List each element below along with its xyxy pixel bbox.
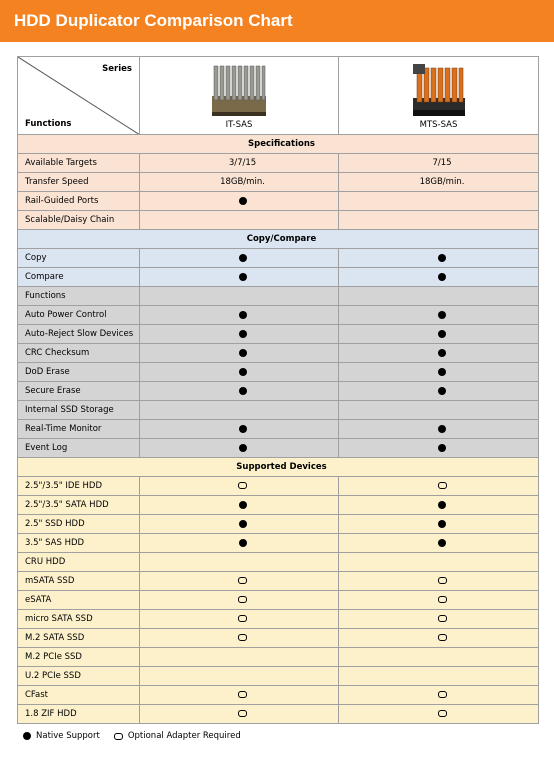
value-cell <box>339 344 539 363</box>
value-cell <box>140 401 339 420</box>
legend <box>23 731 255 741</box>
value-cell <box>339 420 539 439</box>
value-cell <box>339 572 539 591</box>
table-row <box>18 249 539 268</box>
header-corner-cell <box>18 57 140 135</box>
value-cell <box>140 496 339 515</box>
value-cell <box>140 610 339 629</box>
native-support-dot-icon <box>438 444 446 452</box>
table-row <box>18 648 539 667</box>
optional-adapter-ring-icon <box>238 691 247 698</box>
section-header-row <box>18 458 539 477</box>
page-title: HDD Duplicator Comparison Chart <box>0 0 554 42</box>
native-support-dot-icon <box>239 349 247 357</box>
table-row <box>18 382 539 401</box>
value-cell <box>140 686 339 705</box>
value-cell <box>140 534 339 553</box>
row-label: M.2 SATA SSD <box>18 629 140 648</box>
table-row <box>18 211 539 230</box>
value-cell <box>140 325 339 344</box>
table-row <box>18 325 539 344</box>
row-label: 2.5"/3.5" IDE HDD <box>18 477 140 496</box>
table-row <box>18 705 539 724</box>
legend-adapter-label: Optional Adapter Required <box>127 731 241 741</box>
row-label: Auto-Reject Slow Devices <box>18 325 140 344</box>
value-cell <box>140 667 339 686</box>
table-row <box>18 629 539 648</box>
product-name: MTS-SAS <box>419 120 458 130</box>
row-label: Compare <box>18 268 140 287</box>
value-cell: 3/7/15 <box>140 154 339 173</box>
optional-adapter-ring-icon <box>238 634 247 641</box>
row-label: Event Log <box>18 439 140 458</box>
value-cell <box>140 287 339 306</box>
row-label: CRU HDD <box>18 553 140 572</box>
native-support-dot-icon <box>239 330 247 338</box>
table-row <box>18 477 539 496</box>
row-label: Functions <box>18 287 140 306</box>
value-cell <box>339 629 539 648</box>
native-support-dot-icon <box>438 311 446 319</box>
native-support-dot-icon <box>438 368 446 376</box>
row-label: Secure Erase <box>18 382 140 401</box>
row-label: 1.8 ZIF HDD <box>18 705 140 724</box>
optional-adapter-ring-icon <box>438 577 447 584</box>
table-row <box>18 686 539 705</box>
table-row <box>18 496 539 515</box>
table-row <box>18 420 539 439</box>
value-cell <box>339 515 539 534</box>
value-cell <box>339 211 539 230</box>
optional-adapter-ring-icon <box>438 482 447 489</box>
native-support-dot-icon <box>239 197 247 205</box>
native-support-dot-icon <box>239 539 247 547</box>
value-cell <box>339 192 539 211</box>
optional-adapter-ring-icon <box>438 710 447 717</box>
value-cell <box>140 249 339 268</box>
native-support-dot-icon <box>239 273 247 281</box>
native-support-dot-icon <box>438 501 446 509</box>
value-cell <box>140 192 339 211</box>
value-cell <box>339 287 539 306</box>
table-row <box>18 401 539 420</box>
value-cell <box>339 382 539 401</box>
value-cell <box>339 477 539 496</box>
value-cell <box>339 325 539 344</box>
row-label: CRC Checksum <box>18 344 140 363</box>
value-cell <box>339 268 539 287</box>
it-sas-duplicator-image <box>210 62 268 118</box>
row-label: eSATA <box>18 591 140 610</box>
optional-adapter-ring-icon <box>238 596 247 603</box>
table-row <box>18 287 539 306</box>
native-support-dot-icon <box>438 330 446 338</box>
value-cell <box>140 553 339 572</box>
row-label: M.2 PCIe SSD <box>18 648 140 667</box>
open-ring-icon <box>114 733 123 740</box>
row-label: Auto Power Control <box>18 306 140 325</box>
product-column-it-sas <box>140 57 339 135</box>
native-support-dot-icon <box>438 387 446 395</box>
value-cell <box>339 363 539 382</box>
value-cell: 18GB/min. <box>339 173 539 192</box>
value-cell <box>140 572 339 591</box>
table-row <box>18 572 539 591</box>
native-support-dot-icon <box>239 311 247 319</box>
section-title: Specifications <box>18 135 539 154</box>
row-label: Rail-Guided Ports <box>18 192 140 211</box>
table-row <box>18 173 539 192</box>
value-cell: 18GB/min. <box>140 173 339 192</box>
table-row <box>18 515 539 534</box>
row-label: Transfer Speed <box>18 173 140 192</box>
value-cell <box>339 648 539 667</box>
value-cell <box>140 344 339 363</box>
header-row <box>18 57 539 135</box>
value-cell <box>339 439 539 458</box>
value-cell <box>140 439 339 458</box>
value-cell <box>339 705 539 724</box>
value-cell <box>339 249 539 268</box>
value-cell <box>140 648 339 667</box>
functions-label: Functions <box>25 119 72 129</box>
value-cell <box>339 553 539 572</box>
table-row <box>18 344 539 363</box>
native-support-dot-icon <box>239 387 247 395</box>
value-cell <box>339 686 539 705</box>
row-label: 2.5"/3.5" SATA HDD <box>18 496 140 515</box>
value-cell: 7/15 <box>339 154 539 173</box>
value-cell <box>140 705 339 724</box>
native-support-dot-icon <box>239 444 247 452</box>
row-label: Available Targets <box>18 154 140 173</box>
value-cell <box>339 496 539 515</box>
value-cell <box>339 667 539 686</box>
native-support-dot-icon <box>438 254 446 262</box>
native-support-dot-icon <box>239 254 247 262</box>
value-cell <box>339 610 539 629</box>
optional-adapter-ring-icon <box>438 691 447 698</box>
native-support-dot-icon <box>438 539 446 547</box>
value-cell <box>140 268 339 287</box>
row-label: micro SATA SSD <box>18 610 140 629</box>
native-support-dot-icon <box>239 520 247 528</box>
value-cell <box>140 629 339 648</box>
table-row <box>18 306 539 325</box>
optional-adapter-ring-icon <box>238 482 247 489</box>
comparison-table <box>17 56 539 724</box>
value-cell <box>140 477 339 496</box>
native-support-dot-icon <box>239 425 247 433</box>
native-support-dot-icon <box>239 368 247 376</box>
table-row <box>18 268 539 287</box>
value-cell <box>140 363 339 382</box>
row-label: mSATA SSD <box>18 572 140 591</box>
value-cell <box>140 591 339 610</box>
optional-adapter-ring-icon <box>238 577 247 584</box>
row-label: CFast <box>18 686 140 705</box>
optional-adapter-ring-icon <box>238 615 247 622</box>
section-title: Copy/Compare <box>18 230 539 249</box>
mts-sas-duplicator-image <box>411 62 467 118</box>
value-cell <box>339 534 539 553</box>
value-cell <box>140 211 339 230</box>
value-cell <box>140 515 339 534</box>
value-cell <box>140 306 339 325</box>
value-cell <box>339 401 539 420</box>
section-header-row <box>18 135 539 154</box>
native-support-dot-icon <box>438 520 446 528</box>
row-label: Copy <box>18 249 140 268</box>
native-support-dot-icon <box>438 273 446 281</box>
row-label: DoD Erase <box>18 363 140 382</box>
table-row <box>18 610 539 629</box>
native-support-dot-icon <box>438 425 446 433</box>
product-name: IT-SAS <box>225 120 253 130</box>
legend-native <box>23 731 100 741</box>
table-row <box>18 154 539 173</box>
section-header-row <box>18 230 539 249</box>
table-row <box>18 553 539 572</box>
product-column-mts-sas <box>339 57 539 135</box>
row-label: U.2 PCIe SSD <box>18 667 140 686</box>
value-cell <box>339 306 539 325</box>
optional-adapter-ring-icon <box>438 596 447 603</box>
optional-adapter-ring-icon <box>438 615 447 622</box>
legend-adapter <box>114 731 241 741</box>
optional-adapter-ring-icon <box>238 710 247 717</box>
filled-dot-icon <box>23 732 31 740</box>
value-cell <box>140 420 339 439</box>
table-row <box>18 534 539 553</box>
value-cell <box>339 591 539 610</box>
native-support-dot-icon <box>239 501 247 509</box>
row-label: Internal SSD Storage <box>18 401 140 420</box>
row-label: Real-Time Monitor <box>18 420 140 439</box>
row-label: 2.5" SSD HDD <box>18 515 140 534</box>
table-row <box>18 667 539 686</box>
table-row <box>18 591 539 610</box>
optional-adapter-ring-icon <box>438 634 447 641</box>
table-row <box>18 192 539 211</box>
row-label: 3.5" SAS HDD <box>18 534 140 553</box>
table-row <box>18 363 539 382</box>
series-label: Series <box>102 64 132 74</box>
section-title: Supported Devices <box>18 458 539 477</box>
row-label: Scalable/Daisy Chain <box>18 211 140 230</box>
table-row <box>18 439 539 458</box>
native-support-dot-icon <box>438 349 446 357</box>
legend-native-label: Native Support <box>36 731 100 741</box>
value-cell <box>140 382 339 401</box>
